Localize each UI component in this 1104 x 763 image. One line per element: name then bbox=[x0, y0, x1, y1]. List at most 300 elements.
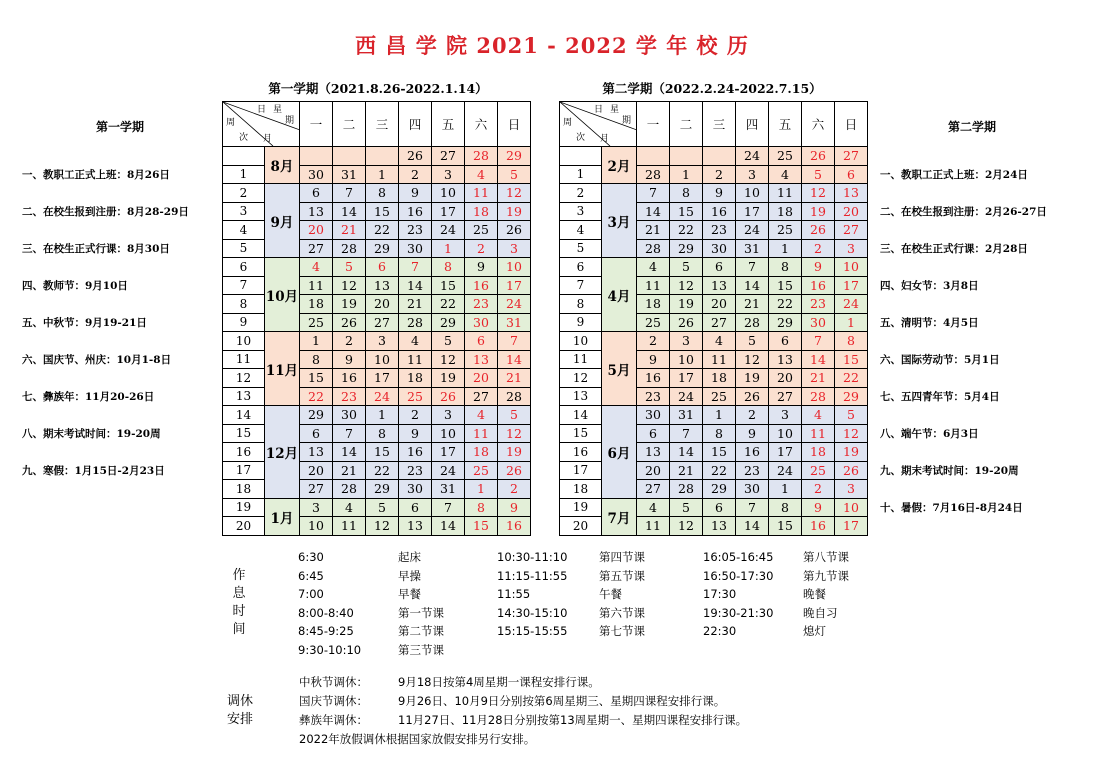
day-cell: 29 bbox=[498, 147, 531, 166]
day-cell: 4 bbox=[399, 332, 432, 351]
month-label: 10月 bbox=[265, 258, 300, 332]
day-cell: 13 bbox=[399, 517, 432, 536]
schedule-label-3: 时 bbox=[232, 604, 246, 619]
day-cell: 6 bbox=[703, 258, 736, 277]
day-cell: 13 bbox=[465, 350, 498, 369]
day-cell: 15 bbox=[366, 443, 399, 462]
day-cell: 13 bbox=[637, 443, 670, 462]
table-row bbox=[223, 332, 531, 351]
day-cell: 18 bbox=[637, 295, 670, 314]
day-cell: 13 bbox=[769, 350, 802, 369]
day-cell: 11 bbox=[802, 424, 835, 443]
day-cell: 4 bbox=[333, 498, 366, 517]
weekday-header: 二 bbox=[670, 102, 703, 147]
schedule-time: 8:45-9:25 bbox=[298, 624, 354, 638]
schedule-item: 第二节课 bbox=[398, 624, 444, 638]
schedule-time: 6:45 bbox=[298, 568, 324, 583]
day-cell: 8 bbox=[835, 332, 868, 351]
week-number: 1 bbox=[223, 165, 265, 184]
adjust-name: 中秋节调休： bbox=[299, 675, 368, 689]
day-cell: 14 bbox=[736, 276, 769, 295]
day-cell: 27 bbox=[300, 480, 333, 499]
weekday-header: 六 bbox=[802, 102, 835, 147]
day-cell: 10 bbox=[432, 184, 465, 203]
day-cell: 12 bbox=[670, 517, 703, 536]
schedule-item: 晚自习 bbox=[803, 605, 838, 620]
day-cell: 27 bbox=[465, 387, 498, 406]
day-cell: 3 bbox=[432, 406, 465, 425]
schedule-time: 9:30-10:10 bbox=[298, 642, 362, 657]
day-cell: 10 bbox=[670, 350, 703, 369]
day-cell: 22 bbox=[769, 295, 802, 314]
table-row bbox=[560, 258, 868, 277]
side-note: 四、妇女节：3月8日 bbox=[880, 280, 979, 292]
week-number: 17 bbox=[560, 461, 602, 480]
day-cell: 9 bbox=[802, 258, 835, 277]
day-cell: 1 bbox=[670, 165, 703, 184]
day-cell: 19 bbox=[498, 202, 531, 221]
day-cell: 1 bbox=[300, 332, 333, 351]
day-cell: 22 bbox=[703, 461, 736, 480]
day-cell: 27 bbox=[835, 147, 868, 166]
adjust-name: 国庆节调休： bbox=[299, 694, 368, 708]
day-cell: 21 bbox=[498, 369, 531, 388]
day-cell: 10 bbox=[835, 258, 868, 277]
day-cell: 27 bbox=[637, 480, 670, 499]
month-label: 9月 bbox=[265, 184, 300, 258]
day-cell: 3 bbox=[835, 239, 868, 258]
schedule-item: 早餐 bbox=[398, 587, 421, 601]
day-cell: 12 bbox=[498, 184, 531, 203]
day-cell: 4 bbox=[465, 406, 498, 425]
week-number: 5 bbox=[223, 239, 265, 258]
day-cell: 18 bbox=[802, 443, 835, 462]
day-cell: 13 bbox=[300, 443, 333, 462]
day-cell: 17 bbox=[432, 443, 465, 462]
day-cell: 16 bbox=[399, 202, 432, 221]
month-label: 4月 bbox=[602, 258, 637, 332]
day-cell: 10 bbox=[432, 424, 465, 443]
day-cell: 11 bbox=[465, 424, 498, 443]
day-cell: 23 bbox=[399, 221, 432, 240]
week-number: 14 bbox=[223, 406, 265, 425]
semester1-side-title: 第一学期 bbox=[95, 120, 144, 134]
week-number: 16 bbox=[560, 443, 602, 462]
day-cell: 10 bbox=[835, 498, 868, 517]
schedule-time: 16:50-17:30 bbox=[703, 568, 774, 583]
week-number: 2 bbox=[560, 184, 602, 203]
header-week: 周 bbox=[226, 118, 236, 128]
week-number: 3 bbox=[223, 202, 265, 221]
day-cell: 17 bbox=[366, 369, 399, 388]
header-week: 周 bbox=[563, 118, 573, 128]
day-cell: 6 bbox=[366, 258, 399, 277]
day-cell: 24 bbox=[498, 295, 531, 314]
day-cell: 31 bbox=[432, 480, 465, 499]
day-cell: 25 bbox=[300, 313, 333, 332]
day-cell: 4 bbox=[769, 165, 802, 184]
day-cell: 6 bbox=[300, 184, 333, 203]
day-cell: 25 bbox=[399, 387, 432, 406]
day-cell: 3 bbox=[835, 480, 868, 499]
day-cell: 3 bbox=[300, 498, 333, 517]
day-cell: 29 bbox=[300, 406, 333, 425]
day-cell: 6 bbox=[703, 498, 736, 517]
schedule-time: 16:05-16:45 bbox=[703, 550, 774, 564]
day-cell: 21 bbox=[802, 369, 835, 388]
month-label: 3月 bbox=[602, 184, 637, 258]
day-cell: 28 bbox=[802, 387, 835, 406]
week-number: 17 bbox=[223, 461, 265, 480]
day-cell bbox=[300, 147, 333, 166]
day-cell: 20 bbox=[703, 295, 736, 314]
day-cell: 19 bbox=[835, 443, 868, 462]
day-cell: 21 bbox=[333, 461, 366, 480]
day-cell: 16 bbox=[637, 369, 670, 388]
week-number: 11 bbox=[560, 350, 602, 369]
week-number: 5 bbox=[560, 239, 602, 258]
day-cell: 8 bbox=[670, 184, 703, 203]
day-cell: 9 bbox=[465, 258, 498, 277]
side-note: 四、教师节：9月10日 bbox=[22, 280, 128, 292]
day-cell: 17 bbox=[835, 517, 868, 536]
day-cell: 19 bbox=[736, 369, 769, 388]
day-cell: 13 bbox=[366, 276, 399, 295]
week-number: 4 bbox=[560, 221, 602, 240]
weekday-header: 二 bbox=[333, 102, 366, 147]
day-cell: 7 bbox=[637, 184, 670, 203]
schedule-item: 第一节课 bbox=[398, 605, 444, 620]
day-cell: 8 bbox=[432, 258, 465, 277]
semester1-calendar bbox=[222, 101, 531, 536]
week-number: 9 bbox=[223, 313, 265, 332]
side-note: 九、期末考试时间：19-20周 bbox=[880, 465, 1019, 477]
day-cell: 14 bbox=[637, 202, 670, 221]
day-cell: 30 bbox=[399, 239, 432, 258]
day-cell: 21 bbox=[736, 295, 769, 314]
week-number: 7 bbox=[223, 276, 265, 295]
day-cell: 2 bbox=[802, 480, 835, 499]
day-cell: 7 bbox=[736, 258, 769, 277]
day-cell: 2 bbox=[399, 165, 432, 184]
month-label: 7月 bbox=[602, 498, 637, 535]
week-number: 18 bbox=[223, 480, 265, 499]
header-period: 期 bbox=[285, 116, 295, 126]
day-cell: 30 bbox=[736, 480, 769, 499]
weekday-header: 日 bbox=[835, 102, 868, 147]
week-number: 19 bbox=[223, 498, 265, 517]
day-cell: 15 bbox=[465, 517, 498, 536]
page-title: 西 昌 学 院 2021 - 2022 学 年 校 历 bbox=[355, 33, 749, 58]
day-cell: 23 bbox=[333, 387, 366, 406]
day-cell: 20 bbox=[465, 369, 498, 388]
adjust-footer: 2022年放假调休根据国家放假安排另行安排。 bbox=[299, 732, 536, 746]
day-cell: 5 bbox=[366, 498, 399, 517]
day-cell: 17 bbox=[835, 276, 868, 295]
side-note: 七、彝族年：11月20-26日 bbox=[22, 391, 155, 403]
day-cell: 30 bbox=[399, 480, 432, 499]
month-label: 6月 bbox=[602, 406, 637, 499]
day-cell: 5 bbox=[802, 165, 835, 184]
schedule-time: 22:30 bbox=[703, 624, 737, 638]
day-cell: 4 bbox=[465, 165, 498, 184]
day-cell: 10 bbox=[300, 517, 333, 536]
day-cell bbox=[637, 147, 670, 166]
day-cell: 12 bbox=[333, 276, 366, 295]
week-number: 12 bbox=[223, 369, 265, 388]
day-cell: 14 bbox=[736, 517, 769, 536]
day-cell: 10 bbox=[498, 258, 531, 277]
day-cell: 9 bbox=[637, 350, 670, 369]
day-cell: 16 bbox=[736, 443, 769, 462]
schedule-label-1: 作 bbox=[232, 568, 246, 583]
header-month: 月 bbox=[600, 134, 610, 144]
header-day: 日 bbox=[594, 105, 604, 115]
day-cell: 3 bbox=[769, 406, 802, 425]
weekday-header: 六 bbox=[465, 102, 498, 147]
day-cell: 24 bbox=[835, 295, 868, 314]
day-cell: 25 bbox=[637, 313, 670, 332]
day-cell: 6 bbox=[769, 332, 802, 351]
day-cell: 2 bbox=[703, 165, 736, 184]
side-note: 五、中秋节：9月19-21日 bbox=[22, 317, 147, 329]
side-note: 八、端午节：6月3日 bbox=[880, 428, 979, 440]
day-cell: 29 bbox=[835, 387, 868, 406]
day-cell: 15 bbox=[769, 276, 802, 295]
day-cell: 30 bbox=[333, 406, 366, 425]
day-cell: 11 bbox=[637, 276, 670, 295]
table-row bbox=[223, 498, 531, 517]
side-note: 二、在校生报到注册：2月26-27日 bbox=[880, 206, 1047, 218]
week-number: 18 bbox=[560, 480, 602, 499]
day-cell: 11 bbox=[465, 184, 498, 203]
day-cell: 26 bbox=[802, 147, 835, 166]
day-cell: 26 bbox=[333, 313, 366, 332]
day-cell: 22 bbox=[835, 369, 868, 388]
week-number: 9 bbox=[560, 313, 602, 332]
month-label: 1月 bbox=[265, 498, 300, 535]
day-cell: 25 bbox=[465, 461, 498, 480]
schedule-time: 19:30-21:30 bbox=[703, 605, 774, 620]
day-cell: 18 bbox=[769, 202, 802, 221]
day-cell: 1 bbox=[769, 480, 802, 499]
header-period: 期 bbox=[622, 116, 632, 126]
day-cell: 11 bbox=[300, 276, 333, 295]
day-cell: 17 bbox=[736, 202, 769, 221]
schedule-item: 第六节课 bbox=[599, 605, 645, 620]
side-note: 六、国际劳动节：5月1日 bbox=[880, 354, 1000, 366]
week-number: 3 bbox=[560, 202, 602, 221]
day-cell: 16 bbox=[703, 202, 736, 221]
day-cell: 20 bbox=[366, 295, 399, 314]
day-cell: 12 bbox=[736, 350, 769, 369]
side-note: 一、教职工正式上班：8月26日 bbox=[22, 169, 170, 181]
schedule-item: 晚餐 bbox=[803, 587, 826, 601]
weekday-header: 三 bbox=[366, 102, 399, 147]
day-cell: 5 bbox=[432, 332, 465, 351]
day-cell: 13 bbox=[300, 202, 333, 221]
weekday-header: 三 bbox=[703, 102, 736, 147]
week-number bbox=[223, 147, 265, 166]
day-cell: 17 bbox=[769, 443, 802, 462]
day-cell: 28 bbox=[670, 480, 703, 499]
day-cell: 31 bbox=[736, 239, 769, 258]
weekday-header: 五 bbox=[432, 102, 465, 147]
day-cell: 26 bbox=[498, 461, 531, 480]
day-cell: 24 bbox=[670, 387, 703, 406]
table-row bbox=[223, 406, 531, 425]
weekday-header: 一 bbox=[300, 102, 333, 147]
day-cell: 27 bbox=[769, 387, 802, 406]
week-number: 2 bbox=[223, 184, 265, 203]
day-cell: 25 bbox=[769, 147, 802, 166]
day-cell: 17 bbox=[670, 369, 703, 388]
adjust-name: 彝族年调休： bbox=[299, 713, 368, 727]
week-number: 10 bbox=[223, 332, 265, 351]
day-cell: 7 bbox=[670, 424, 703, 443]
day-cell: 25 bbox=[465, 221, 498, 240]
header-ci: 次 bbox=[239, 133, 249, 143]
day-cell: 16 bbox=[465, 276, 498, 295]
day-cell: 20 bbox=[637, 461, 670, 480]
day-cell: 4 bbox=[300, 258, 333, 277]
side-note: 九、寒假：1月15日-2月23日 bbox=[22, 465, 165, 477]
day-cell: 15 bbox=[670, 202, 703, 221]
day-cell: 17 bbox=[498, 276, 531, 295]
week-number: 8 bbox=[560, 295, 602, 314]
day-cell: 20 bbox=[300, 461, 333, 480]
day-cell: 8 bbox=[366, 424, 399, 443]
day-cell: 30 bbox=[802, 313, 835, 332]
day-cell: 16 bbox=[802, 276, 835, 295]
table-row bbox=[560, 184, 868, 203]
day-cell: 2 bbox=[637, 332, 670, 351]
day-cell: 22 bbox=[432, 295, 465, 314]
day-cell: 21 bbox=[670, 461, 703, 480]
day-cell: 14 bbox=[498, 350, 531, 369]
day-cell: 1 bbox=[703, 406, 736, 425]
day-cell: 19 bbox=[432, 369, 465, 388]
day-cell: 14 bbox=[432, 517, 465, 536]
week-number: 14 bbox=[560, 406, 602, 425]
week-number: 19 bbox=[560, 498, 602, 517]
day-cell: 26 bbox=[399, 147, 432, 166]
day-cell: 9 bbox=[703, 184, 736, 203]
day-cell: 7 bbox=[333, 184, 366, 203]
weekday-header: 日 bbox=[498, 102, 531, 147]
schedule-item: 第八节课 bbox=[803, 550, 849, 564]
day-cell: 16 bbox=[399, 443, 432, 462]
day-cell: 20 bbox=[769, 369, 802, 388]
week-number: 13 bbox=[560, 387, 602, 406]
adjust-text: 9月18日按第4周星期一课程安排行课。 bbox=[398, 675, 600, 689]
day-cell: 6 bbox=[637, 424, 670, 443]
day-cell: 5 bbox=[670, 498, 703, 517]
day-cell: 31 bbox=[333, 165, 366, 184]
day-cell: 29 bbox=[670, 239, 703, 258]
day-cell: 24 bbox=[736, 221, 769, 240]
day-cell: 6 bbox=[465, 332, 498, 351]
day-cell: 5 bbox=[670, 258, 703, 277]
day-cell: 8 bbox=[769, 498, 802, 517]
day-cell: 21 bbox=[333, 221, 366, 240]
day-cell: 9 bbox=[736, 424, 769, 443]
day-cell: 22 bbox=[366, 221, 399, 240]
day-cell: 7 bbox=[399, 258, 432, 277]
side-note: 三、在校生正式行课：2月28日 bbox=[880, 243, 1028, 255]
schedule-time: 11:55 bbox=[497, 587, 531, 601]
month-label: 11月 bbox=[265, 332, 300, 406]
side-note: 七、五四青年节：5月4日 bbox=[880, 391, 1000, 403]
day-cell: 23 bbox=[802, 295, 835, 314]
day-cell: 28 bbox=[333, 239, 366, 258]
day-cell: 28 bbox=[637, 165, 670, 184]
side-note: 一、教职工正式上班：2月24日 bbox=[880, 169, 1028, 181]
day-cell: 2 bbox=[498, 480, 531, 499]
day-cell: 12 bbox=[670, 276, 703, 295]
header-diagonal-cell bbox=[223, 102, 300, 147]
day-cell: 4 bbox=[703, 332, 736, 351]
day-cell: 30 bbox=[637, 406, 670, 425]
adjust-text: 9月26日、10月9日分别按第6周星期三、星期四课程安排行课。 bbox=[398, 694, 726, 708]
day-cell: 28 bbox=[498, 387, 531, 406]
day-cell: 2 bbox=[399, 406, 432, 425]
day-cell: 3 bbox=[366, 332, 399, 351]
weekday-header: 一 bbox=[637, 102, 670, 147]
day-cell: 24 bbox=[736, 147, 769, 166]
side-note: 二、在校生报到注册：8月28-29日 bbox=[22, 206, 189, 218]
day-cell bbox=[703, 147, 736, 166]
day-cell: 30 bbox=[465, 313, 498, 332]
week-number: 20 bbox=[560, 517, 602, 536]
day-cell: 26 bbox=[670, 313, 703, 332]
day-cell: 2 bbox=[802, 239, 835, 258]
day-cell: 7 bbox=[498, 332, 531, 351]
day-cell: 7 bbox=[432, 498, 465, 517]
side-note: 六、国庆节、州庆：10月1-8日 bbox=[22, 354, 172, 366]
day-cell: 15 bbox=[703, 443, 736, 462]
day-cell: 27 bbox=[432, 147, 465, 166]
day-cell: 15 bbox=[366, 202, 399, 221]
day-cell: 1 bbox=[769, 239, 802, 258]
day-cell: 26 bbox=[736, 387, 769, 406]
day-cell: 28 bbox=[637, 239, 670, 258]
day-cell: 13 bbox=[703, 276, 736, 295]
day-cell: 31 bbox=[670, 406, 703, 425]
day-cell: 22 bbox=[300, 387, 333, 406]
table-row bbox=[560, 147, 868, 166]
day-cell: 19 bbox=[670, 295, 703, 314]
day-cell: 15 bbox=[432, 276, 465, 295]
day-cell: 13 bbox=[703, 517, 736, 536]
header-diagonal-cell bbox=[560, 102, 637, 147]
day-cell: 28 bbox=[333, 480, 366, 499]
day-cell: 18 bbox=[703, 369, 736, 388]
day-cell: 26 bbox=[802, 221, 835, 240]
day-cell: 11 bbox=[399, 350, 432, 369]
header-star: 星 bbox=[273, 105, 283, 115]
day-cell: 22 bbox=[366, 461, 399, 480]
day-cell: 23 bbox=[399, 461, 432, 480]
header-ci: 次 bbox=[576, 133, 586, 143]
table-row bbox=[560, 406, 868, 425]
schedule-item: 第五节课 bbox=[599, 568, 645, 583]
day-cell: 6 bbox=[399, 498, 432, 517]
day-cell: 23 bbox=[465, 295, 498, 314]
table-row bbox=[560, 332, 868, 351]
day-cell: 18 bbox=[465, 443, 498, 462]
week-number: 15 bbox=[223, 424, 265, 443]
